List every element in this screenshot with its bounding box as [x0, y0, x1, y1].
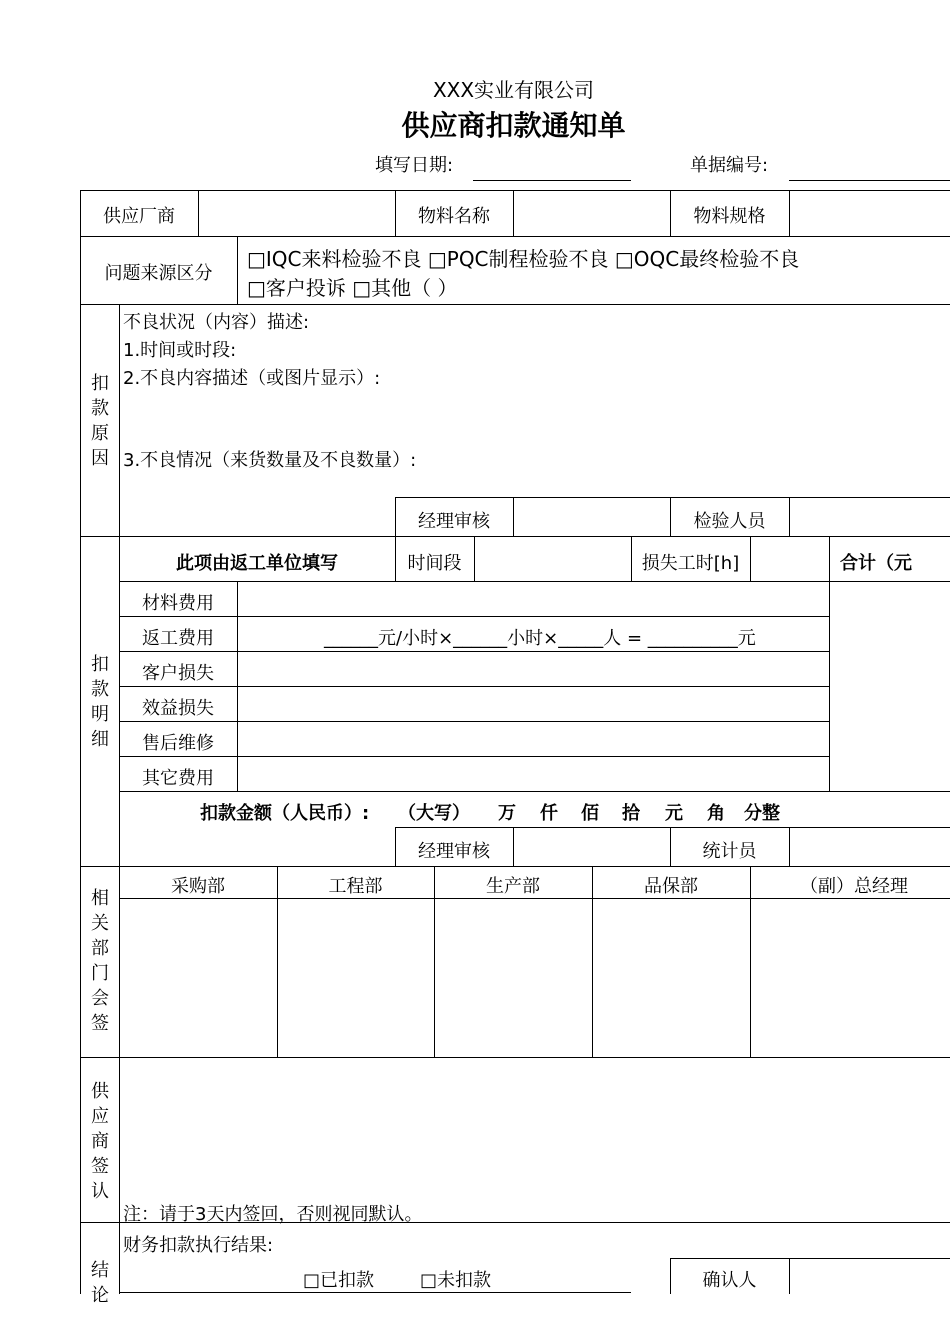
source-label: 问题来源区分	[104, 263, 213, 284]
lost-hours-label: 损失工时[h]	[641, 553, 740, 574]
cost-row-label: 效益损失	[142, 698, 214, 719]
unit-yuan: 元	[665, 803, 683, 824]
cost-row-label: 其它费用	[142, 768, 214, 789]
signoff-dept-gm: （副）总经理	[800, 876, 908, 897]
inspector-label: 检验人员	[693, 511, 766, 532]
doc-number-field[interactable]	[789, 180, 950, 181]
defect-time-item: 1.时间或时段:	[123, 340, 237, 361]
inspector-field[interactable]	[790, 498, 950, 536]
signoff-dept-engineering: 工程部	[328, 876, 383, 897]
unit-wan: 万	[498, 803, 516, 824]
material-name-label: 物料名称	[418, 206, 490, 227]
rework-fill-note: 此项由返工单位填写	[176, 553, 338, 574]
supplier-signature-area[interactable]	[120, 1058, 950, 1198]
detail-manager-review-field[interactable]	[514, 828, 670, 866]
cost-row-label: 售后维修	[142, 733, 214, 754]
signoff-cell-gm[interactable]	[751, 899, 950, 1057]
signoff-cell-purchasing[interactable]	[120, 899, 277, 1057]
supplier-field[interactable]	[199, 191, 395, 236]
defect-desc-title: 不良状况（内容）描述:	[123, 312, 310, 333]
supplier-confirm-side-label: 供 应 商 签 认	[91, 1081, 109, 1202]
signoff-cell-production[interactable]	[435, 899, 592, 1057]
reason-manager-review-field[interactable]	[514, 498, 670, 536]
unit-fen: 分整	[744, 803, 780, 824]
rework-cost-formula[interactable]: ______元/小时×______小时×_____人 = __________元	[324, 628, 756, 649]
cost-row-label: 返工费用	[142, 628, 214, 649]
defect-quantity-item: 3.不良情况（来货数量及不良数量）:	[123, 450, 417, 471]
statistician-field[interactable]	[790, 828, 950, 866]
total-label: 合计（元	[840, 553, 912, 574]
defect-content-item: 2.不良内容描述（或图片显示）:	[123, 368, 381, 389]
time-period-label: 时间段	[407, 553, 462, 574]
signoff-dept-purchasing: 采购部	[171, 876, 225, 897]
detail-side-label: 扣 款 明 细	[91, 654, 109, 750]
deducted-checkbox[interactable]: □已扣款	[303, 1270, 375, 1291]
doc-number-label: 单据编号:	[690, 155, 769, 176]
supplier-confirm-note: 注：请于3天内签回，否则视同默认。	[123, 1204, 423, 1225]
form-title: 供应商扣款通知单	[401, 109, 626, 142]
lost-hours-field[interactable]	[751, 537, 829, 581]
cost-row-label: 客户损失	[142, 663, 214, 684]
signoff-dept-production: 生产部	[486, 876, 540, 897]
confirmer-label: 确认人	[702, 1270, 757, 1291]
unit-qian: 仟	[540, 803, 558, 824]
detail-manager-review-label: 经理审核	[418, 841, 490, 862]
supplier-label: 供应厂商	[103, 206, 175, 227]
statistician-label: 统计员	[702, 841, 757, 862]
amount-in-words-label: （大写）	[398, 803, 470, 824]
company-name: XXX实业有限公司	[432, 78, 595, 102]
not-deducted-checkbox[interactable]: □未扣款	[420, 1270, 492, 1291]
unit-shi: 拾	[622, 803, 640, 824]
finance-result-title: 财务扣款执行结果:	[123, 1235, 274, 1256]
cost-row-label: 材料费用	[142, 593, 214, 614]
time-period-field[interactable]	[475, 537, 631, 581]
signoff-side-label: 相 关 部 门 会 签	[91, 888, 109, 1034]
fill-date-label: 填写日期:	[375, 155, 454, 176]
material-name-field[interactable]	[514, 191, 670, 236]
reason-manager-review-label: 经理审核	[418, 511, 490, 532]
unit-jiao: 角	[707, 803, 725, 824]
unit-bai: 佰	[581, 803, 599, 824]
source-options-line1[interactable]: □IQC来料检验不良 □PQC制程检验不良 □OQC最终检验不良	[247, 247, 800, 271]
material-spec-label: 物料规格	[693, 206, 766, 227]
signoff-cell-quality[interactable]	[593, 899, 750, 1057]
reason-side-label: 扣 款 原 因	[91, 373, 109, 469]
conclusion-side-label: 结 论	[91, 1260, 109, 1306]
source-options-line2[interactable]: □客户投诉 □其他（ ）	[247, 276, 458, 300]
confirmer-field[interactable]	[790, 1259, 950, 1293]
material-spec-field[interactable]	[790, 191, 950, 236]
fill-date-field[interactable]	[473, 180, 631, 181]
deduction-amount-label: 扣款金额（人民币）:	[200, 803, 370, 824]
signoff-dept-quality: 品保部	[644, 876, 698, 897]
signoff-cell-engineering[interactable]	[278, 899, 434, 1057]
